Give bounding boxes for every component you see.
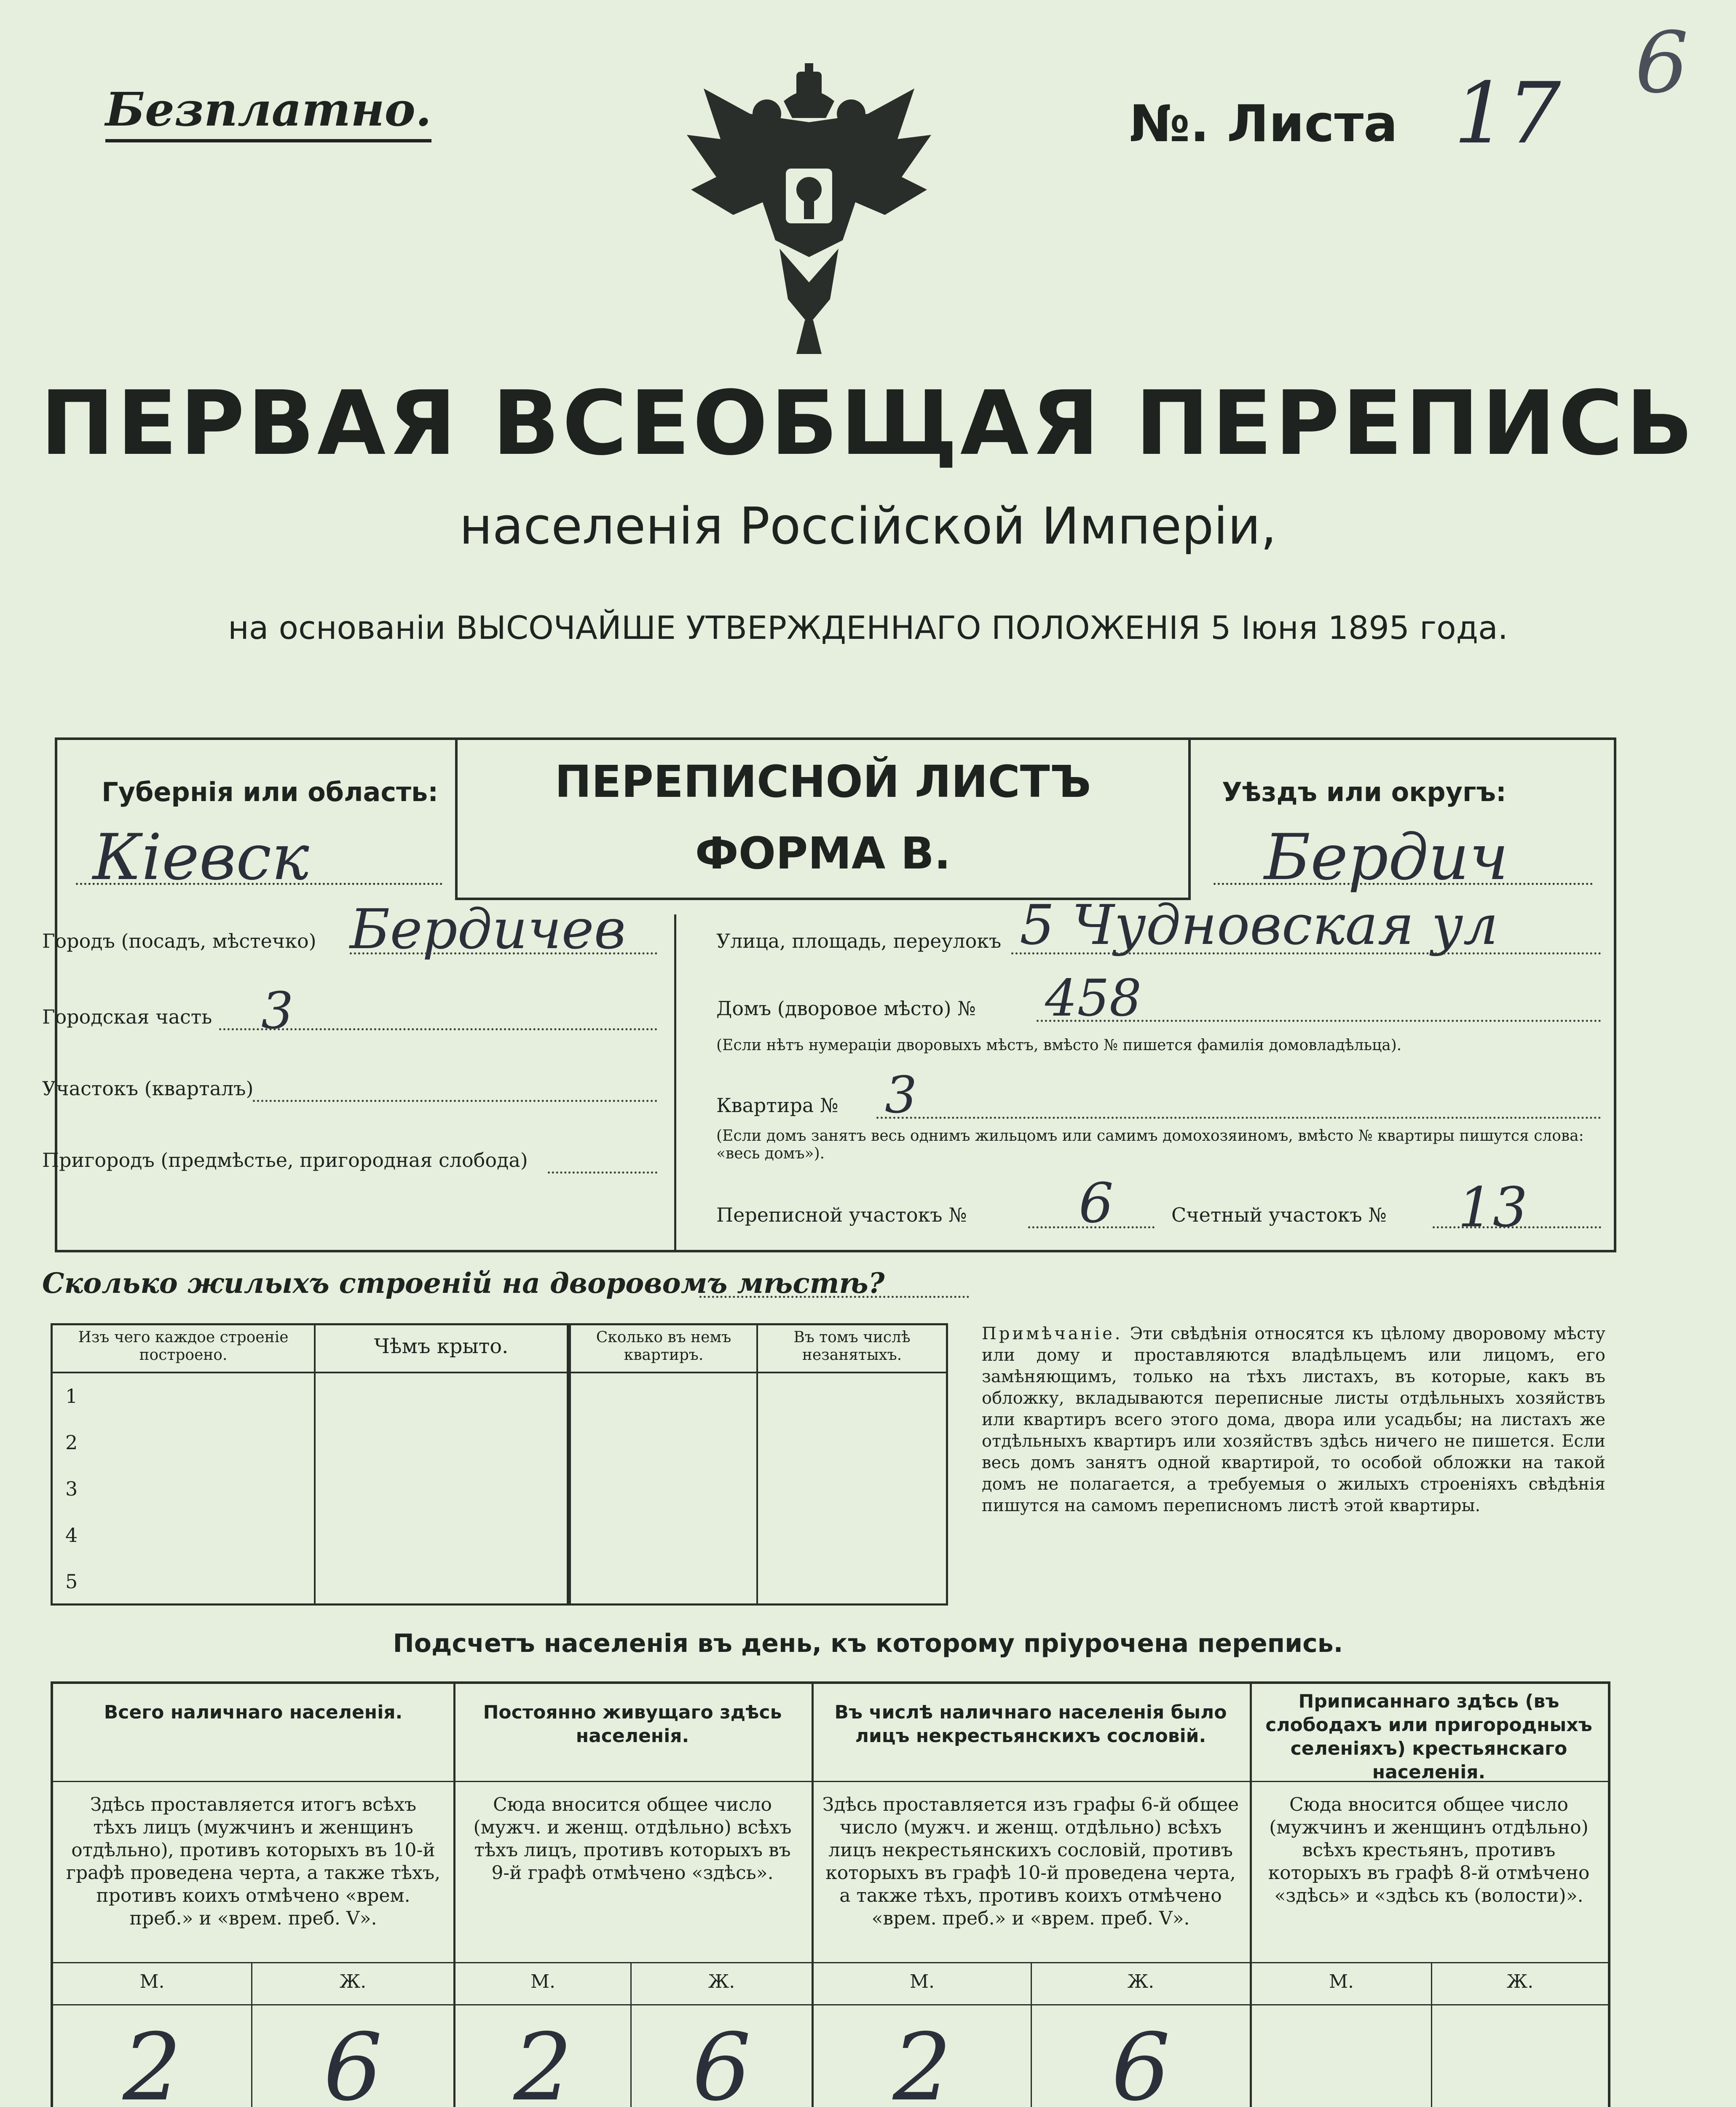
census-area-label: Переписной участокъ №	[716, 1204, 967, 1226]
eagle-emblem-icon	[678, 63, 940, 358]
pop-col1-m-value: 2	[123, 2013, 182, 2107]
pop-col2-f-label: Ж.	[708, 1971, 735, 1992]
pop-col3-f-label: Ж.	[1127, 1971, 1155, 1992]
city-value: Бердичев	[350, 897, 626, 961]
sheet-type-title: ПЕРЕПИСНОЙ ЛИСТЪ	[555, 756, 1091, 807]
pop-col3-m-label: М.	[909, 1971, 935, 1992]
province-label: Губернія или область:	[102, 777, 438, 807]
district-value: Бердич	[1264, 821, 1509, 894]
pop-col2-m-label: М.	[530, 1971, 556, 1992]
buildings-row-1: 1	[65, 1385, 78, 1407]
pop-col2-m-value: 2	[513, 2013, 573, 2107]
sheet-number-value: 17	[1454, 64, 1561, 163]
buildings-row-2: 2	[65, 1431, 78, 1454]
pop-col2-f-value: 6	[692, 2013, 751, 2107]
buildings-question: Сколько жилыхъ строеній на дворовомъ мѣстѣ?	[42, 1267, 885, 1300]
buildings-col-roof: Чѣмъ крыто.	[374, 1335, 509, 1358]
census-main-title: ПЕРВАЯ ВСЕОБЩАЯ ПЕРЕПИСЬ	[40, 372, 1696, 475]
form-name: ФОРМА В.	[695, 828, 951, 879]
pop-col1-f-label: Ж.	[339, 1971, 367, 1992]
suburb-label: Пригородъ (предмѣстье, пригородная слобода)	[42, 1149, 528, 1171]
population-title: Подсчетъ населенія въ день, къ которому пріурочена перепись.	[393, 1629, 1343, 1658]
buildings-row-3: 3	[65, 1477, 78, 1500]
population-table	[51, 1681, 1610, 2107]
pop-col2-heading: Постоянно живущаго здѣсь населенія.	[483, 1702, 782, 1747]
pop-col1-heading: Всего наличнаго населенія.	[104, 1702, 403, 1723]
street-value: 5 Чудновская ул	[1020, 893, 1498, 957]
census-area-value: 6	[1079, 1171, 1114, 1235]
apartment-note: (Если домъ занятъ весь однимъ жильцомъ или самимъ домохозяиномъ, вмѣсто № квартиры пишутся слова: «весь домъ»).	[716, 1127, 1584, 1162]
buildings-table	[51, 1323, 948, 1606]
free-label: Безплатно.	[105, 80, 431, 142]
district-label: Уѣздъ или округъ:	[1222, 777, 1506, 807]
census-subtitle: населенія Россійской Имперіи,	[459, 497, 1277, 556]
pop-col4-f-label: Ж.	[1506, 1971, 1534, 1992]
house-value: 458	[1045, 969, 1142, 1028]
sheet-number-label: №. Листа	[1129, 95, 1398, 153]
pop-col3-f-value: 6	[1111, 2013, 1171, 2107]
apartment-label: Квартира №	[716, 1094, 839, 1117]
pop-col2-desc: Сюда вносится общее число (мужч. и женщ. отдѣльно) всѣхъ тѣхъ лицъ, противъ которыхъ въ 9-й графѣ отмѣчено «здѣсь».	[473, 1794, 792, 1884]
city-part-label: Городская часть	[42, 1005, 212, 1028]
pop-col4-desc: Сюда вносится общее число (мужчинъ и женщинъ отдѣльно) всѣхъ крестьянъ, противъ которыхъ въ графѣ 8-й отмѣчено «здѣсь» и «здѣсь къ (волости)».	[1268, 1794, 1590, 1906]
buildings-row-4: 4	[65, 1524, 78, 1547]
city-label: Городъ (посадъ, мѣстечко)	[42, 930, 316, 952]
count-area-value: 13	[1458, 1175, 1528, 1239]
buildings-note-text: Эти свѣдѣнія относятся къ цѣлому дворовому мѣсту или дому и проставляются владѣльцемъ или лицомъ, его замѣняющимъ, только на тѣхъ листахъ, въ которые, какъ въ обложку, вкладываются переписные листы отдѣльныхъ хозяйствъ или квартиръ всего этого дома, двора или усадьбы; на листахъ же отдѣльныхъ квартиръ или хозяйствъ здѣсь ничего не пишется. Если весь домъ занятъ одной квартирой, то особой обложки на такой домъ не полагается, а требуемыя о жилыхъ строеніяхъ свѣдѣнія пишутся на самомъ переписномъ листѣ этой квартиры.	[982, 1324, 1606, 1515]
apartment-value: 3	[885, 1066, 917, 1125]
count-area-label: Счетный участокъ №	[1171, 1204, 1387, 1226]
city-part-value: 3	[261, 982, 294, 1040]
pop-col1-m-label: М.	[139, 1971, 165, 1992]
pop-col1-f-value: 6	[323, 2013, 383, 2107]
street-label: Улица, площадь, переулокъ	[716, 930, 1002, 952]
pop-col3-m-value: 2	[892, 2013, 952, 2107]
buildings-note	[982, 1323, 1605, 1517]
corner-page-number: 6	[1635, 14, 1689, 112]
house-label: Домъ (дворовое мѣсто) №	[716, 997, 976, 1020]
pop-col4-heading: Приписаннаго здѣсь (въ слободахъ или пригородныхъ селеніяхъ) крестьянскаго населенія.	[1265, 1691, 1592, 1783]
pop-col3-heading: Въ числѣ наличнаго населенія было лицъ некрестьянскихъ сословій.	[834, 1702, 1227, 1747]
buildings-col-material: Изъ чего каждое строеніе построено.	[78, 1329, 289, 1364]
pop-col1-desc: Здѣсь проставляется итогъ всѣхъ тѣхъ лицъ (мужчинъ и женщинъ отдѣльно), противъ которыхъ въ 10-й графѣ проведена черта, а также тѣхъ, противъ коихъ отмѣчено «врем. преб.» и «врем. преб. V».	[66, 1794, 441, 1929]
pop-col3-desc: Здѣсь проставляется изъ графы 6-й общее число (мужч. и женщ. отдѣльно) всѣхъ лицъ некрестьянскихъ сословій, противъ которыхъ въ графѣ 10-й проведена черта, а также тѣхъ, противъ коихъ отмѣчено «врем. преб.» и «врем. преб. V».	[822, 1794, 1239, 1929]
house-note: (Если нѣтъ нумераціи дворовыхъ мѣстъ, вмѣсто № пишется фамилія домовладѣльца).	[716, 1037, 1402, 1054]
province-value: Кіевск	[93, 821, 309, 894]
buildings-col-vacant: Въ томъ числѣ незанятыхъ.	[793, 1329, 911, 1364]
section-label: Участокъ (кварталъ)	[42, 1077, 254, 1100]
census-basis-line: на основаніи ВЫСОЧАЙШЕ УТВЕРЖДЕННАГО ПОЛОЖЕНІЯ 5 Іюня 1895 года.	[228, 609, 1508, 646]
buildings-row-5: 5	[65, 1570, 78, 1593]
buildings-col-apartments: Сколько въ немъ квартиръ.	[596, 1329, 731, 1364]
pop-col4-m-label: М.	[1329, 1971, 1354, 1992]
buildings-note-title: Примѣчаніе.	[982, 1324, 1123, 1343]
